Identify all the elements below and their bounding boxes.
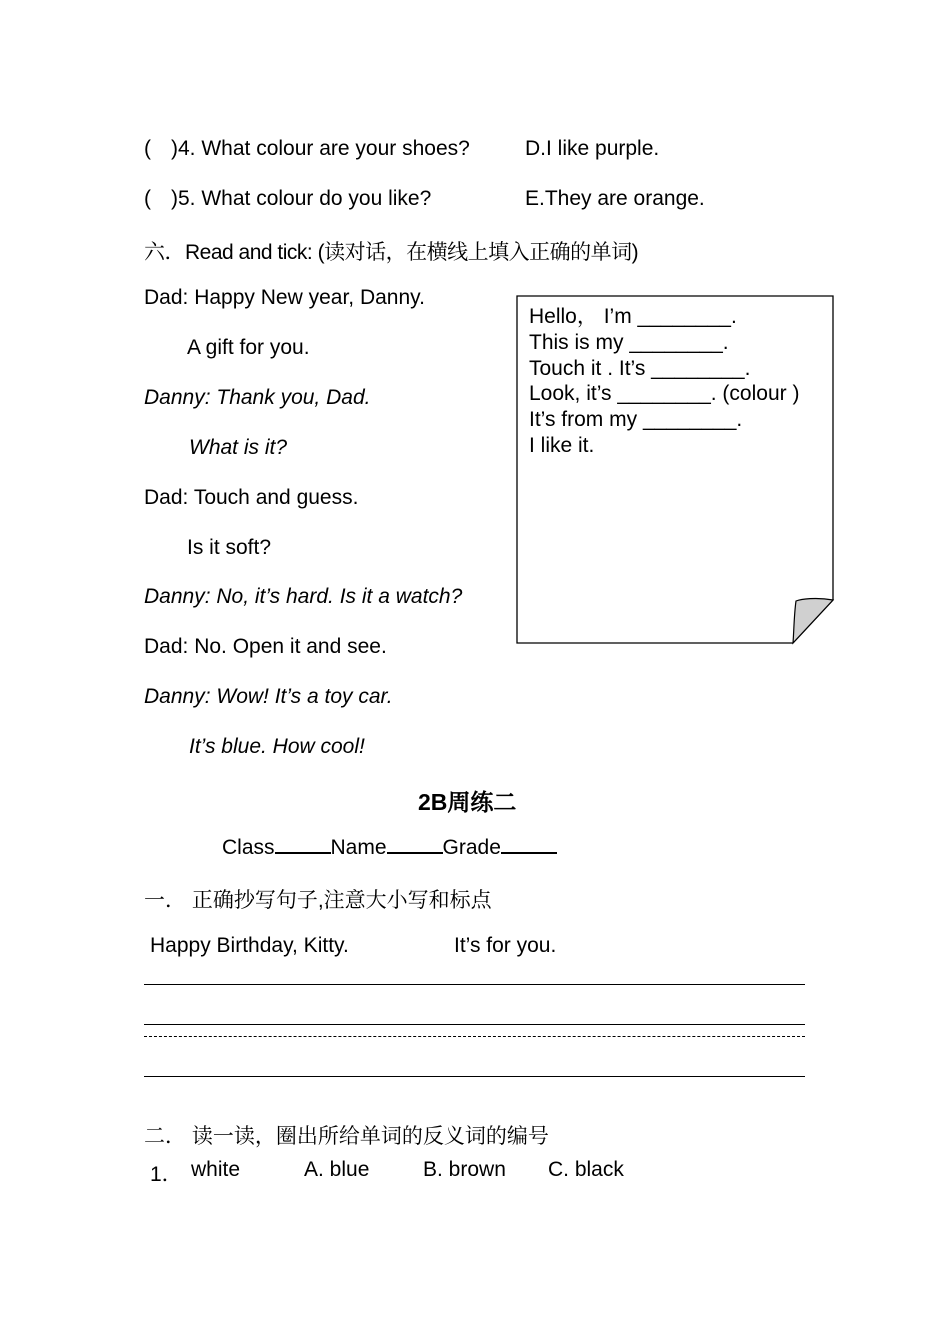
dialog-line-7 xyxy=(144,585,462,609)
dialog-line-3 xyxy=(144,386,370,410)
copy-sentence-2: It’s for you. xyxy=(454,934,557,957)
note-line: Look, it’s ________. (colour ) xyxy=(529,382,800,406)
speaker-dad: Dad xyxy=(144,486,183,509)
section-6-title: 六．Read and tick: (读对话，在横线上填入正确的单词) xyxy=(144,241,639,264)
speaker-danny: Danny xyxy=(144,585,205,608)
page-curl-icon xyxy=(793,598,833,643)
q1-number: 1． xyxy=(150,1163,183,1186)
copy-sentence-1: Happy Birthday, Kitty. xyxy=(150,934,349,957)
note-text xyxy=(529,304,799,459)
dialog-text: : Touch and guess. xyxy=(182,486,359,509)
speaker-danny: Danny xyxy=(144,386,205,409)
dialog-line-9 xyxy=(144,685,393,709)
writing-line-2[interactable] xyxy=(144,1024,805,1025)
dialog-line-4: What is it? xyxy=(189,436,288,459)
q1-option-a[interactable]: A. blue xyxy=(304,1158,370,1181)
question-4-paren: ( xyxy=(144,137,151,160)
speaker-dad: Dad xyxy=(144,286,183,309)
dialog-line-10: It’s blue. How cool! xyxy=(189,735,365,758)
name-label: Name xyxy=(330,836,387,859)
dialog-text: : No, it’s hard. Is it a watch? xyxy=(204,585,463,608)
dialog-text: : No. Open it and see. xyxy=(182,635,387,658)
q1-word: white xyxy=(191,1158,241,1181)
section-2-title: 二． 读一读，圈出所给单词的反义词的编号 xyxy=(144,1125,549,1148)
section-1-title: 一． 正确抄写句子,注意大小写和标点 xyxy=(144,889,492,912)
student-info-row xyxy=(222,834,557,860)
grade-blank[interactable] xyxy=(501,834,557,854)
note-line: It’s from my ________. xyxy=(529,408,743,432)
grade-label: Grade xyxy=(442,836,501,859)
writing-line-3[interactable] xyxy=(144,1076,805,1077)
note-line: This is my ________. xyxy=(529,330,729,354)
class-blank[interactable] xyxy=(275,834,331,854)
question-5-paren: ( xyxy=(144,187,151,210)
dialog-text: : Wow! It’s a toy car. xyxy=(204,685,393,708)
q1-option-b[interactable]: B. brown xyxy=(423,1158,506,1181)
dialog-line-2: A gift for you. xyxy=(187,336,310,359)
dialog-line-5 xyxy=(144,486,358,510)
q1-option-c[interactable]: C. black xyxy=(548,1158,624,1181)
writing-line-1[interactable] xyxy=(144,984,805,985)
answer-e: E.They are orange. xyxy=(525,187,705,210)
dialog-text: : Thank you, Dad. xyxy=(204,386,371,409)
speaker-dad: Dad xyxy=(144,635,183,658)
note-line: I like it. xyxy=(529,433,595,457)
dialog-text: : Happy New year, Danny. xyxy=(182,286,425,309)
question-4: )4. What colour are your shoes? xyxy=(171,137,470,160)
worksheet-title: 2B周练二 xyxy=(418,789,517,815)
class-label: Class xyxy=(222,836,275,859)
answer-d: D.I like purple. xyxy=(525,137,660,160)
note-line: Touch it . It’s ________. xyxy=(529,356,751,380)
dialog-line-8 xyxy=(144,635,387,659)
writing-dashed-line xyxy=(144,1036,805,1037)
speaker-danny: Danny xyxy=(144,685,205,708)
note-line: Hello， I’m ________. xyxy=(529,305,737,328)
dialog-line-6: Is it soft? xyxy=(187,536,272,559)
dialog-line-1 xyxy=(144,286,425,310)
name-blank[interactable] xyxy=(387,834,443,854)
question-5: )5. What colour do you like? xyxy=(171,187,432,210)
